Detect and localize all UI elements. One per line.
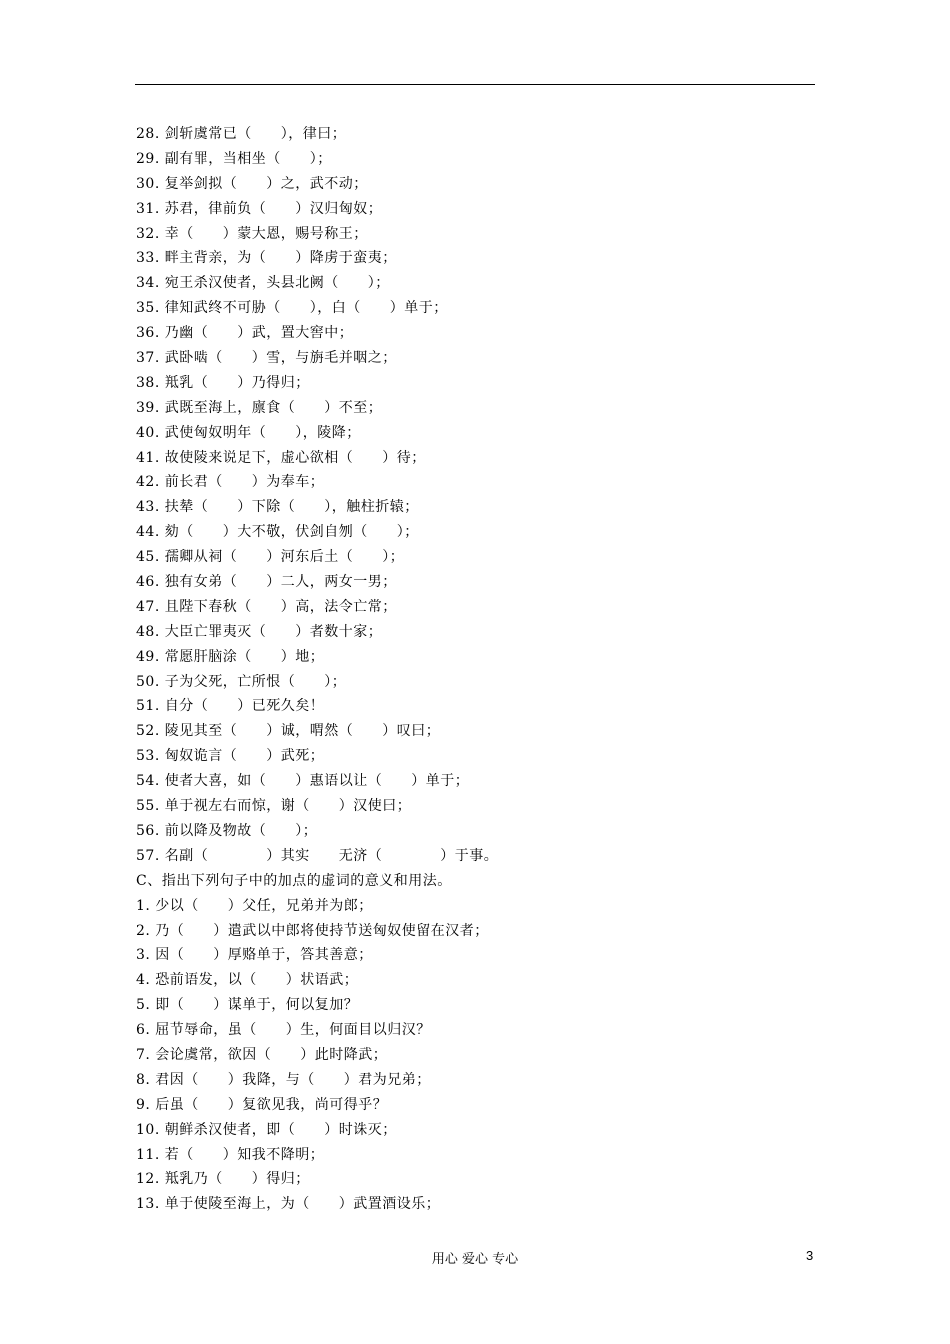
exercise-line: 35. 律知武终不可胁（ ），白（ ）单于； (136, 300, 448, 317)
exercise-line: 45. 孺卿从祠（ ）河东后土（ ）； (136, 549, 405, 566)
exercise-line: 48. 大臣亡罪夷灭（ ）者数十家； (136, 623, 383, 640)
exercise-line: 6. 屈节辱命，虽（ ）生，何面目以归汉？ (136, 1022, 431, 1039)
exercise-line: 3. 因（ ）厚赂单于，答其善意； (136, 947, 373, 964)
exercise-line: 5. 即（ ）谋单于，何以复加？ (136, 997, 359, 1014)
exercise-line: 43. 扶辇（ ）下除（ ），触柱折辕； (136, 499, 419, 516)
exercise-line: 13. 单于使陵至海上，为（ ）武置酒设乐； (136, 1196, 441, 1213)
exercise-line: 52. 陵见其至（ ）诚，喟然（ ）叹曰； (136, 723, 441, 740)
exercise-line: 12. 羝乳乃（ ）得归； (136, 1171, 310, 1188)
exercise-line: 28. 剑斩虞常已（ ），律曰； (136, 126, 347, 142)
exercise-list (136, 122, 826, 1217)
exercise-line: 32. 幸（ ）蒙大恩，赐号称王； (136, 225, 368, 242)
exercise-line: 34. 宛王杀汉使者，头县北阙（ ）； (136, 275, 390, 292)
exercise-line: 46. 独有女弟（ ）二人，两女一男； (136, 574, 397, 591)
exercise-line: 8. 君因（ ）我降，与（ ）君为兄弟； (136, 1071, 431, 1088)
exercise-line: 9. 后虽（ ）复欲见我，尚可得乎？ (136, 1096, 388, 1113)
exercise-line: 2. 乃（ ）遣武以中郎将使持节送匈奴使留在汉者； (136, 922, 489, 939)
exercise-line: 7. 会论虞常，欲因（ ）此时降武； (136, 1046, 388, 1063)
exercise-line: 42. 前长君（ ）为奉车； (136, 474, 325, 491)
exercise-line: 36. 乃幽（ ）武，置大窖中； (136, 325, 354, 342)
exercise-line: 37. 武卧啮（ ）雪，与旃毛并咽之； (136, 350, 397, 367)
exercise-line: 4. 恐前语发，以（ ）状语武； (136, 972, 359, 989)
exercise-line: 33. 畔主背亲，为（ ）降虏于蛮夷； (136, 250, 397, 267)
exercise-line: C、指出下列句子中的加点的虚词的意义和用法。 (136, 872, 452, 889)
exercise-line: 11. 若（ ）知我不降明； (136, 1146, 325, 1163)
exercise-line: 10. 朝鲜杀汉使者，即（ ）时诛灭； (136, 1121, 397, 1138)
page-number: 3 (806, 1248, 814, 1263)
exercise-line: 29. 副有罪，当相坐（ ）； (136, 150, 332, 167)
exercise-line: 51. 自分（ ）已死久矣！ (136, 698, 325, 715)
exercise-line: 1. 少以（ ）父任，兄弟并为郎； (136, 897, 373, 914)
exercise-line: 38. 羝乳（ ）乃得归； (136, 374, 310, 391)
exercise-line: 55. 单于视左右而惊，谢（ ）汉使曰； (136, 798, 412, 815)
exercise-line: 54. 使者大喜，如（ ）惠语以让（ ）单于； (136, 773, 470, 790)
exercise-line: 57. 名副（ ）其实 无济（ ）于事。 (136, 847, 499, 864)
exercise-line: 30. 复举剑拟（ ）之，武不动； (136, 175, 368, 192)
exercise-line: 39. 武既至海上，廪食（ ）不至； (136, 399, 383, 416)
exercise-line: 49. 常愿肝脑涂（ ）地； (136, 648, 325, 665)
exercise-line: 41. 故使陵来说足下，虚心欲相（ ）待； (136, 449, 426, 466)
exercise-line: 56. 前以降及物故（ ）； (136, 822, 318, 839)
exercise-line: 40. 武使匈奴明年（ ），陵降； (136, 424, 361, 441)
header-rule (135, 84, 815, 85)
exercise-line: 50. 子为父死，亡所恨（ ）； (136, 673, 347, 690)
exercise-line: 53. 匈奴诡言（ ）武死； (136, 748, 325, 765)
footer-text: 用心 爱心 专心 (431, 1252, 519, 1267)
exercise-line: 31. 苏君，律前负（ ）汉归匈奴； (136, 200, 383, 217)
exercise-line: 47. 且陛下春秋（ ）高，法令亡常； (136, 598, 397, 615)
exercise-line: 44. 劾（ ）大不敬，伏剑自刎（ ）； (136, 524, 419, 541)
